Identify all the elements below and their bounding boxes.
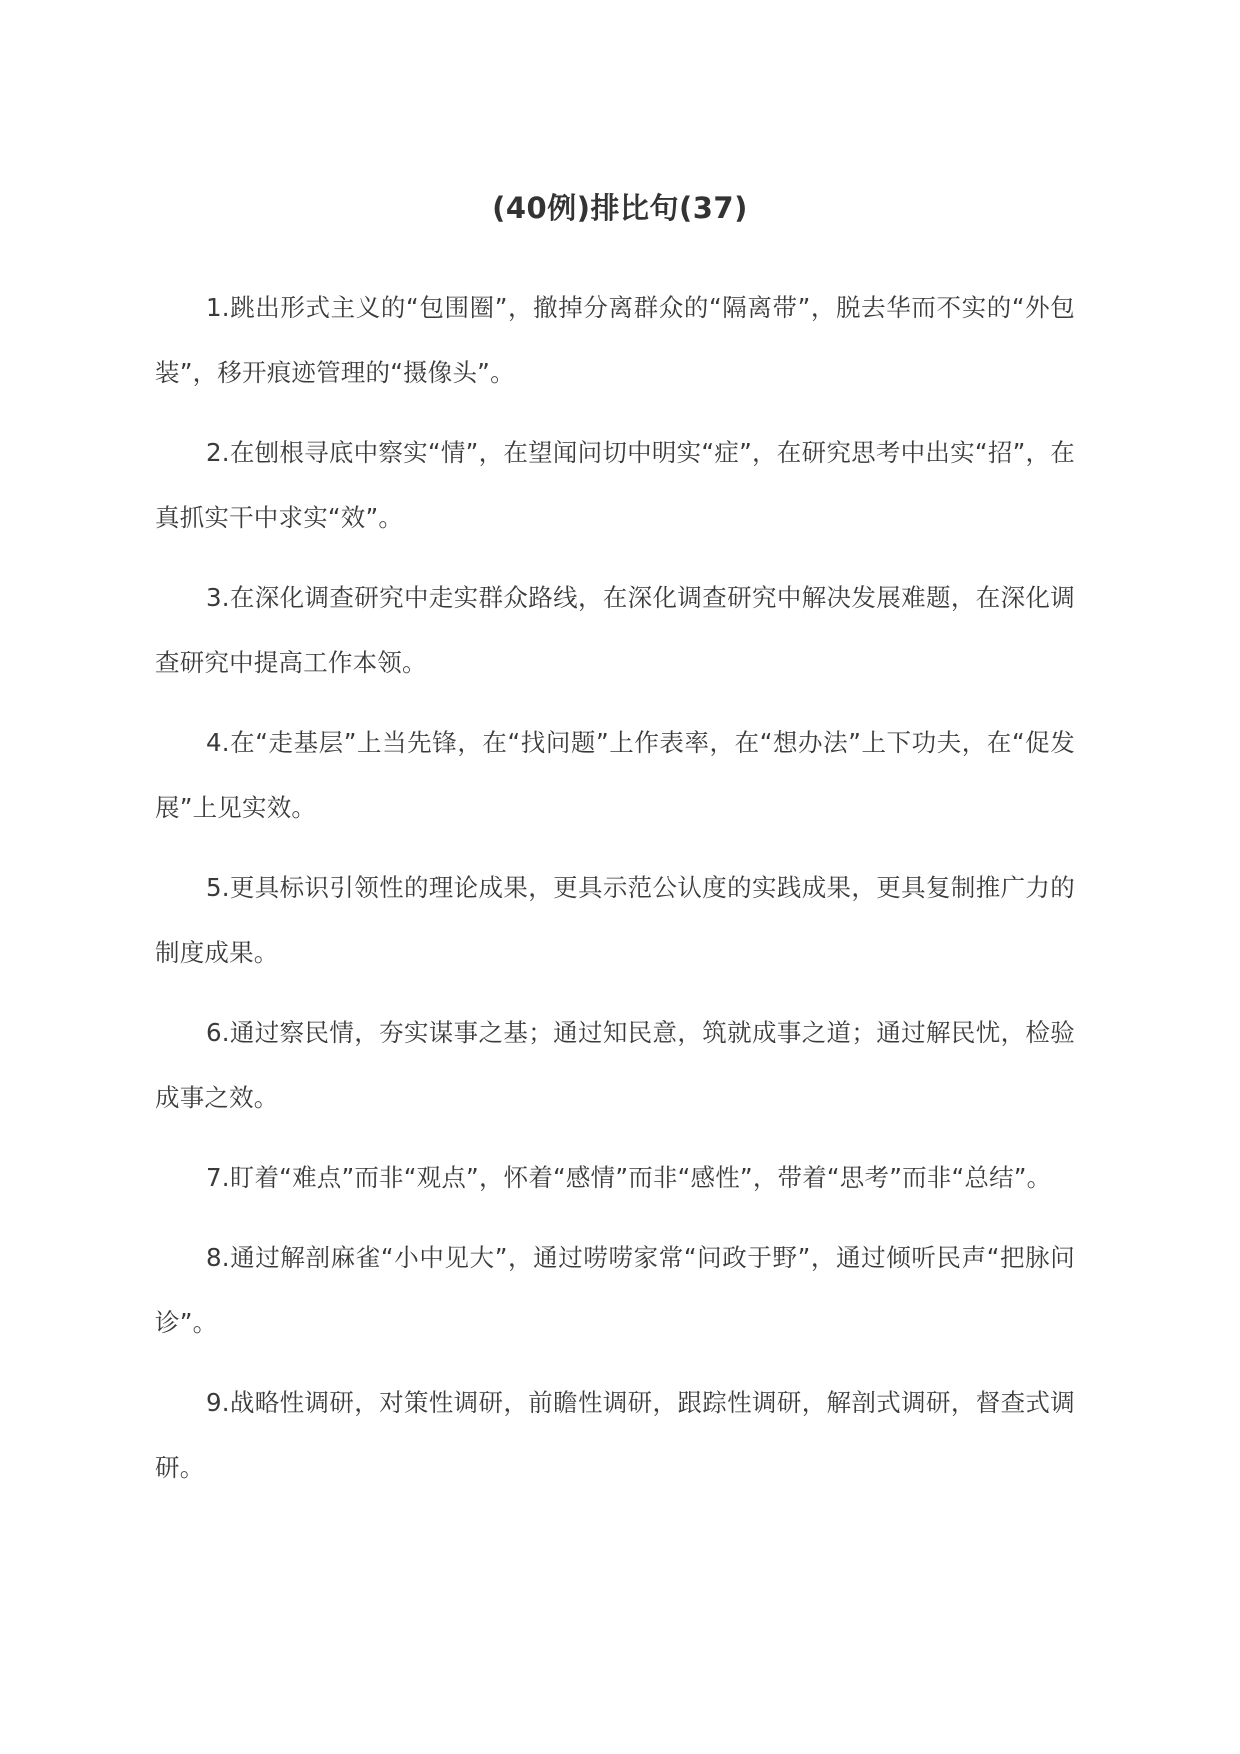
paragraph-3: 3.在深化调查研究中走实群众路线，在深化调查研究中解决发展难题，在深化调查研究中提高工作本领。	[155, 583, 1075, 677]
paragraph-6: 6.通过察民情，夯实谋事之基；通过知民意，筑就成事之道；通过解民忧，检验成事之效。	[155, 1018, 1075, 1112]
paragraph-4: 4.在“走基层”上当先锋，在“找问题”上作表率，在“想办法”上下功夫，在“促发展”上见实效。	[155, 728, 1075, 822]
document-body	[155, 275, 1075, 1515]
paragraph-8: 8.通过解剖麻雀“小中见大”，通过唠唠家常“问政于野”，通过倾听民声“把脉问诊”。	[155, 1243, 1075, 1337]
page-title: (40例)排比句(37)	[492, 191, 748, 225]
paragraph-1: 1.跳出形式主义的“包围圈”，撤掉分离群众的“隔离带”，脱去华而不实的“外包装”，移开痕迹管理的“摄像头”。	[155, 293, 1075, 387]
paragraph-7: 7.盯着“难点”而非“观点”，怀着“感情”而非“感性”，带着“思考”而非“总结”。	[206, 1163, 1052, 1192]
paragraph-9: 9.战略性调研，对策性调研，前瞻性调研，跟踪性调研，解剖式调研，督查式调研。	[155, 1388, 1075, 1482]
paragraph-2: 2.在刨根寻底中察实“情”，在望闻问切中明实“症”，在研究思考中出实“招”，在真抓实干中求实“效”。	[155, 438, 1075, 532]
paragraph-5: 5.更具标识引领性的理论成果，更具示范公认度的实践成果，更具复制推广力的制度成果。	[155, 873, 1075, 967]
